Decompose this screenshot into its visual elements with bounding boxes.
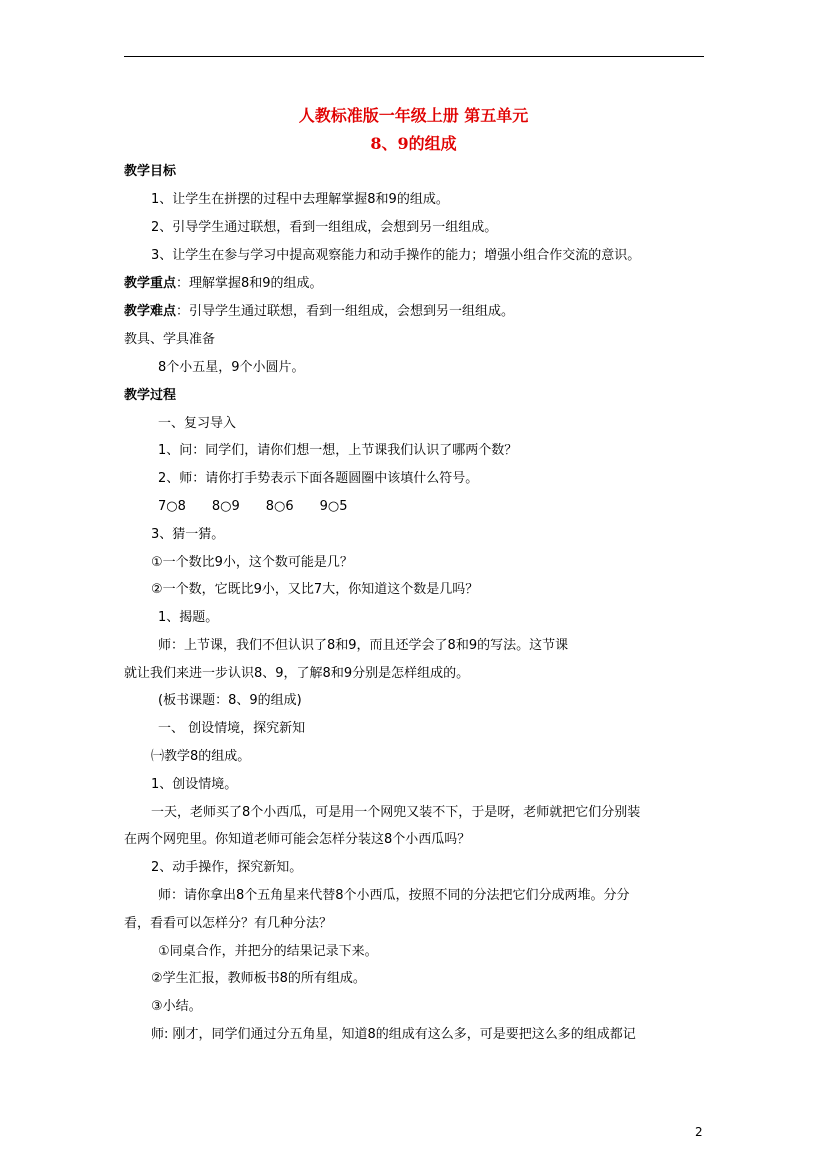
paragraph: 在两个网兜里。你知道老师可能会怎样分装这8个小西瓜吗？ (124, 832, 471, 847)
paragraph: 一天，老师买了8个小西瓜，可是用一个网兜又装不下，于是呀，老师就把它们分别装 (151, 805, 641, 820)
document-subtitle: 8、9的组成 (370, 134, 457, 153)
difficult-point-label: 教学难点 (124, 304, 177, 319)
paragraph: ③小结。 (151, 999, 202, 1014)
key-point-label: 教学重点 (124, 276, 177, 291)
materials-text: 8个小五星，9个小圆片。 (158, 360, 305, 375)
paragraph: 看，看看可以怎样分？有几种分法？ (124, 916, 333, 931)
key-point (124, 275, 323, 293)
paragraph: 一、 创设情境，探究新知 (158, 721, 306, 736)
paragraph: 1、揭题。 (158, 610, 219, 625)
section-heading-objectives: 教学目标 (124, 164, 177, 179)
paragraph: ㈠教学8的组成。 (151, 749, 251, 764)
paragraph: ①同桌合作，并把分的结果记录下来。 (158, 944, 378, 959)
header-rule (124, 56, 704, 57)
comparison-exercise: 7○8 8○9 8○6 9○5 (158, 499, 348, 514)
paragraph: 就让我们来进一步认识8、9，了解8和9分别是怎样组成的。 (124, 666, 470, 681)
paragraph: 师：上节课，我们不但认识了8和9，而且还学会了8和9的写法。这节课 (158, 638, 569, 653)
key-point-text: ：理解掌握8和9的组成。 (176, 276, 323, 291)
paragraph: 师：请你拿出8个五角星来代替8个小西瓜，按照不同的分法把它们分成两堆。分分 (158, 888, 630, 903)
paragraph: 2、动手操作，探究新知。 (151, 860, 303, 875)
paragraph: 3、猜一猜。 (151, 527, 225, 542)
section-heading-process: 教学过程 (124, 388, 177, 403)
paragraph: ②学生汇报，教师板书8的所有组成。 (151, 971, 366, 986)
difficult-point-text: ：引导学生通过联想，看到一组组成，会想到另一组组成。 (176, 304, 515, 319)
paragraph: ②一个数，它既比9小，又比7大，你知道这个数是几吗？ (151, 582, 479, 597)
paragraph: (板书课题：8、9的组成) (158, 693, 302, 708)
paragraph: ①一个数比9小，这个数可能是几？ (151, 555, 353, 570)
objective-3: 3、让学生在参与学习中提高观察能力和动手操作的能力；增强小组合作交流的意识。 (151, 248, 641, 263)
paragraph: 1、创设情境。 (151, 777, 238, 792)
objective-2: 2、引导学生通过联想，看到一组组成，会想到另一组组成。 (151, 220, 498, 235)
page-number: 2 (695, 1125, 703, 1139)
materials-heading: 教具、学具准备 (124, 332, 216, 347)
difficult-point (124, 303, 514, 321)
objective-1: 1、让学生在拼摆的过程中去理解掌握8和9的组成。 (151, 192, 449, 207)
paragraph: 师: 刚才，同学们通过分五角星，知道8的组成有这么多，可是要把这么多的组成都记 (151, 1027, 636, 1042)
document-title: 人教标准版一年级上册 第五单元 (298, 106, 529, 125)
paragraph: 1、问：同学们，请你们想一想，上节课我们认识了哪两个数？ (158, 443, 518, 458)
paragraph: 一、复习导入 (158, 416, 237, 431)
paragraph: 2、师：请你打手势表示下面各题圆圈中该填什么符号。 (158, 471, 479, 486)
